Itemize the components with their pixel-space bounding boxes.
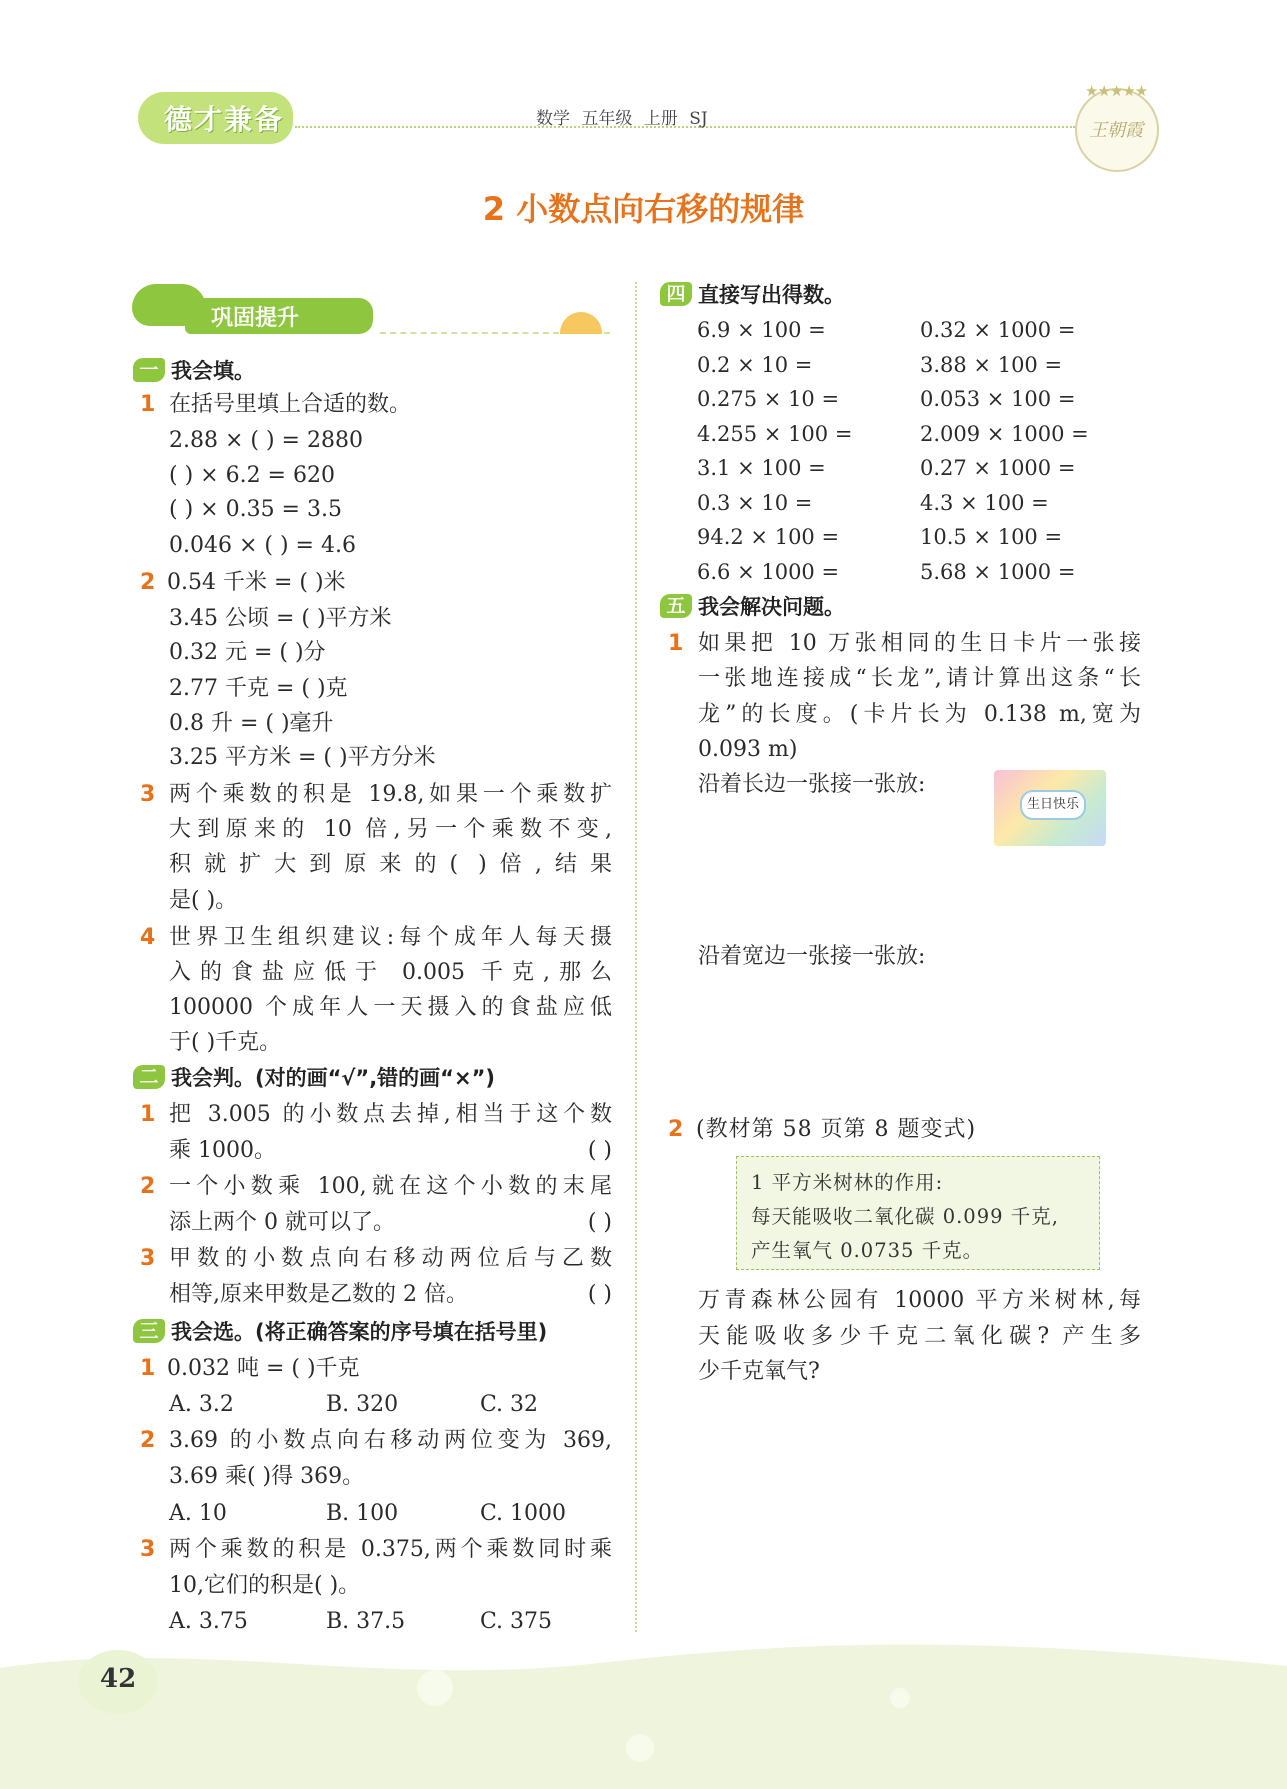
calc-item: 0.2 × 10 =: [697, 353, 813, 377]
question-number: 3: [140, 1246, 156, 1271]
option-c: C. 1000: [480, 1501, 567, 1526]
question-text: 是( )。: [169, 888, 238, 913]
note-box: [736, 1156, 1100, 1270]
brand-logo: 德才兼备: [138, 92, 293, 144]
section-header-fill: 一 我会填。: [133, 356, 255, 386]
footer-wave: [0, 1638, 1287, 1789]
fill-line: ( ) × 0.35 = 3.5: [169, 497, 342, 522]
option-b: B. 100: [326, 1501, 399, 1526]
fill-line: 2.88 × ( ) = 2880: [169, 428, 363, 453]
question-number: 1: [140, 1102, 156, 1127]
question-number: 1: [668, 631, 684, 656]
calc-item: 3.88 × 100 =: [920, 353, 1063, 377]
question-number: 2: [140, 1428, 156, 1453]
option-a: A. 3.2: [169, 1392, 234, 1417]
question-text: 如果把 10 万张相同的生日卡片一张接: [698, 631, 1141, 656]
page-title: 2 小数点向右移的规律: [482, 190, 805, 228]
section-badge: 四: [660, 282, 692, 306]
long-side-label: 沿着长边一张接一张放:: [698, 772, 926, 797]
fill-line: 0.32 元 = ( )分: [169, 640, 326, 665]
question-text: 天能吸收多少千克二氧化碳? 产生多: [698, 1324, 1141, 1349]
question-text: 0.032 吨 = ( )千克: [167, 1356, 360, 1381]
question-text: 10,它们的积是( )。: [169, 1573, 361, 1598]
fill-line: 0.8 升 = ( )毫升: [169, 711, 334, 736]
calc-item: 0.053 × 100 =: [920, 387, 1076, 411]
question-text: 相等,原来甲数是乙数的 2 倍。 ( ): [169, 1280, 612, 1310]
question-text: 把 3.005 的小数点去掉,相当于这个数: [169, 1102, 612, 1127]
question-text: 两个乘数的积是 0.375,两个乘数同时乘: [169, 1537, 612, 1562]
option-b: B. 320: [326, 1392, 399, 1417]
calc-item: 10.5 × 100 =: [920, 525, 1063, 549]
section-badge: 一: [133, 358, 165, 382]
question-text: 0.093 m): [698, 737, 798, 762]
question-number: 2: [140, 570, 156, 595]
note-line: 每天能吸收二氧化碳 0.099 千克,: [751, 1205, 1059, 1228]
note-line: 产生氧气 0.0735 千克。: [751, 1239, 984, 1262]
question-text: 一张地连接成“长龙”,请计算出这条“长: [698, 666, 1141, 691]
column-divider: [635, 282, 637, 1632]
page-number: 42: [100, 1664, 137, 1694]
question-text: 世界卫生组织建议:每个成年人每天摄: [169, 925, 612, 950]
fill-line: 2.77 千克 = ( )克: [169, 676, 348, 701]
birthday-card-image: [994, 770, 1106, 846]
section-badge: 五: [660, 594, 692, 618]
fill-line: 0.046 × ( ) = 4.6: [169, 533, 356, 558]
section-ribbon: 巩固提升: [185, 298, 373, 334]
calc-item: 6.9 × 100 =: [697, 318, 826, 342]
option-b: B. 37.5: [326, 1609, 406, 1634]
sunset-icon: [560, 312, 602, 334]
question-text: 少千克氧气?: [698, 1359, 820, 1384]
fill-line: 0.54 千米 = ( )米: [167, 570, 346, 595]
question-text: 甲数的小数点向右移动两位后与乙数: [169, 1246, 612, 1271]
seal-stars: ★★★★★: [1085, 82, 1148, 100]
question-text: 添上两个 0 就可以了。 ( ): [169, 1208, 612, 1238]
fill-line: 3.45 公顷 = ( )平方米: [169, 606, 392, 631]
question-text: 积就扩大到原来的( )倍,结果: [169, 852, 612, 877]
question-text: 一个小数乘 100,就在这个小数的末尾: [169, 1174, 612, 1199]
answer-paren[interactable]: ( ): [587, 1138, 612, 1163]
question-text: 万青森林公园有 10000 平方米树林,每: [698, 1288, 1141, 1313]
option-a: A. 3.75: [169, 1609, 248, 1634]
section-header-judge: 二 我会判。(对的画“√”,错的画“×”): [133, 1063, 495, 1093]
seal-text: 王朝霞: [1089, 120, 1143, 141]
option-c: C. 32: [480, 1392, 539, 1417]
question-text: 100000 个成年人一天摄入的食盐应低: [169, 995, 612, 1020]
calc-item: 4.255 × 100 =: [697, 422, 853, 446]
option-a: A. 10: [169, 1501, 227, 1526]
question-text: 龙”的长度。(卡片长为 0.138 m,宽为: [698, 702, 1141, 727]
calc-item: 2.009 × 1000 =: [920, 422, 1089, 446]
header-info: 数学 五年级 上册 SJ: [536, 109, 708, 129]
calc-item: 0.275 × 10 =: [697, 387, 840, 411]
question-number: 2: [140, 1174, 156, 1199]
section-header-calc: 四 直接写出得数。: [660, 280, 845, 310]
note-line: 1 平方米树林的作用:: [751, 1171, 944, 1194]
section-badge: 二: [133, 1065, 165, 1089]
question-text: 3.69 乘( )得 369。: [169, 1464, 365, 1489]
calc-item: 0.27 × 1000 =: [920, 456, 1076, 480]
question-text: 3.69 的小数点向右移动两位变为 369,: [169, 1428, 612, 1453]
question-text: 入的食盐应低于 0.005 千克,那么: [169, 960, 612, 985]
fill-line: 3.25 平方米 = ( )平方分米: [169, 745, 436, 770]
question-text: 在括号里填上合适的数。: [169, 392, 412, 417]
question-text: 乘 1000。 ( ): [169, 1136, 612, 1166]
question-number: 2: [668, 1117, 684, 1142]
fill-line: ( ) × 6.2 = 620: [169, 463, 335, 488]
section-header-solve: 五 我会解决问题。: [660, 592, 845, 622]
answer-paren[interactable]: ( ): [587, 1210, 612, 1235]
calc-item: 4.3 × 100 =: [920, 491, 1049, 515]
question-number: 4: [140, 925, 156, 950]
question-text: 大到原来的 10 倍,另一个乘数不变,: [169, 817, 612, 842]
calc-item: 5.68 × 1000 =: [920, 560, 1076, 584]
calc-item: 0.32 × 1000 =: [920, 318, 1076, 342]
question-number: 1: [140, 392, 156, 417]
question-number: 3: [140, 782, 156, 807]
calc-item: 94.2 × 100 =: [697, 525, 840, 549]
question-number: 1: [140, 1356, 156, 1381]
question-text: 于( )千克。: [169, 1030, 282, 1055]
answer-paren[interactable]: ( ): [587, 1282, 612, 1307]
card-text: 生日快乐: [1020, 790, 1086, 820]
calc-item: 6.6 × 1000 =: [697, 560, 840, 584]
section-header-choose: 三 我会选。(将正确答案的序号填在括号里): [133, 1317, 547, 1347]
wide-side-label: 沿着宽边一张接一张放:: [698, 944, 926, 969]
question-source: (教材第 58 页第 8 题变式): [696, 1117, 977, 1142]
option-c: C. 375: [480, 1609, 553, 1634]
publisher-seal: [1075, 82, 1159, 172]
section-badge: 三: [133, 1319, 165, 1343]
calc-item: 0.3 × 10 =: [697, 491, 813, 515]
question-number: 3: [140, 1537, 156, 1562]
calc-item: 3.1 × 100 =: [697, 456, 826, 480]
question-text: 两个乘数的积是 19.8,如果一个乘数扩: [169, 782, 612, 807]
